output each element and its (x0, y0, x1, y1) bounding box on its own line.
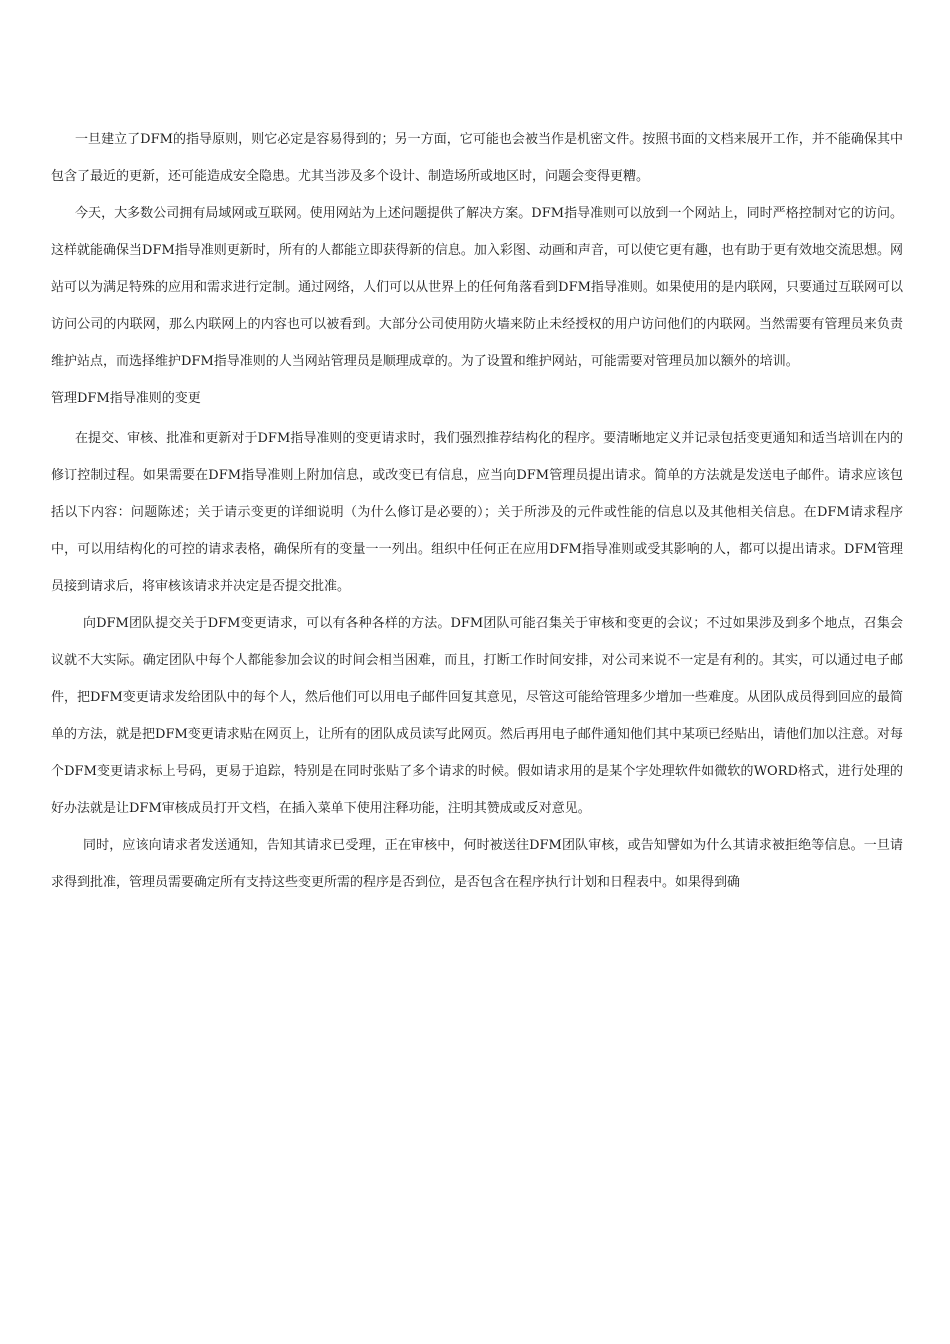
document-page (51, 121, 903, 901)
paragraph-website-solution: 今天，大多数公司拥有局域网或互联网。使用网站为上述问题提供了解决方案。DFM指导准则可以放到一个网站上，同时严格控制对它的访问。这样就能确保当DFM指导准则更新时，所有的人都能立即获得新的信息。加入彩图、动画和声音，可以使它更有趣，也有助于更有效地交流思想。网站可以为满足特殊的应用和需求进行定制。通过网络，人们可以从世界上的任何角落看到DFM指导准则。如果使用的是内联网，只要通过互联网可以访问公司的内联网，那么内联网上的内容也可以被看到。大部分公司使用防火墙来防止未经授权的用户访问他们的内联网。当然需要有管理员来负责维护站点，而选择维护DFM指导准则的人当网站管理员是顺理成章的。为了设置和维护网站，可能需要对管理员加以额外的培训。 (51, 206, 903, 369)
paragraph-notification: 同时，应该向请求者发送通知，告知其请求已受理，正在审核中，何时被送往DFM团队审核，或告知譬如为什么其请求被拒绝等信息。一旦请求得到批准，管理员需要确定所有支持这些变更所需的程序是否到位，是否包含在程序执行计划和日程表中。如果得到确 (51, 838, 903, 890)
paragraph-change-procedure: 在提交、审核、批准和更新对于DFM指导准则的变更请求时，我们强烈推荐结构化的程序。要清晰地定义并记录包括变更通知和适当培训在内的修订控制过程。如果需要在DFM指导准则上附加信息，或改变已有信息，应当向DFM管理员提出请求。简单的方法就是发送电子邮件。请求应该包括以下内容：问题陈述；关于请示变更的详细说明（为什么修订是必要的）；关于所涉及的元件或性能的信息以及其他相关信息。在DFM请求程序中，可以用结构化的可控的请求表格，确保所有的变量一一列出。组织中任何正在应用DFM指导准则或受其影响的人，都可以提出请求。DFM管理员接到请求后，将审核该请求并决定是否提交批准。 (51, 431, 903, 594)
paragraph-access-risk: 一旦建立了DFM的指导原则，则它必定是容易得到的；另一方面，它可能也会被当作是机密文件。按照书面的文档来展开工作，并不能确保其中包含了最近的更新，还可能造成安全隐患。尤其当涉及多个设计、制造场所或地区时，问题会变得更糟。 (51, 132, 903, 184)
paragraph-team-submission: 向DFM团队提交关于DFM变更请求，可以有各种各样的方法。DFM团队可能召集关于审核和变更的会议；不过如果涉及到多个地点，召集会议就不大实际。确定团队中每个人都能参加会议的时间会相当困难，而且，打断工作时间安排，对公司来说不一定是有利的。其实，可以通过电子邮件，把DFM变更请求发给团队中的每个人，然后他们可以用电子邮件回复其意见，尽管这可能给管理多少增加一些难度。从团队成员得到回应的最简单的方法，就是把DFM变更请求贴在网页上，让所有的团队成员读写此网页。然后再用电子邮件通知他们其中某项已经贴出，请他们加以注意。对每个DFM变更请求标上号码，更易于追踪，特别是在同时张贴了多个请求的时候。假如请求用的是某个字处理软件如微软的WORD格式，进行处理的好办法就是让DFM审核成员打开文档，在插入菜单下使用注释功能，注明其赞成或反对意见。 (51, 616, 903, 816)
section-heading: 管理DFM指导准则的变更 (51, 391, 201, 406)
